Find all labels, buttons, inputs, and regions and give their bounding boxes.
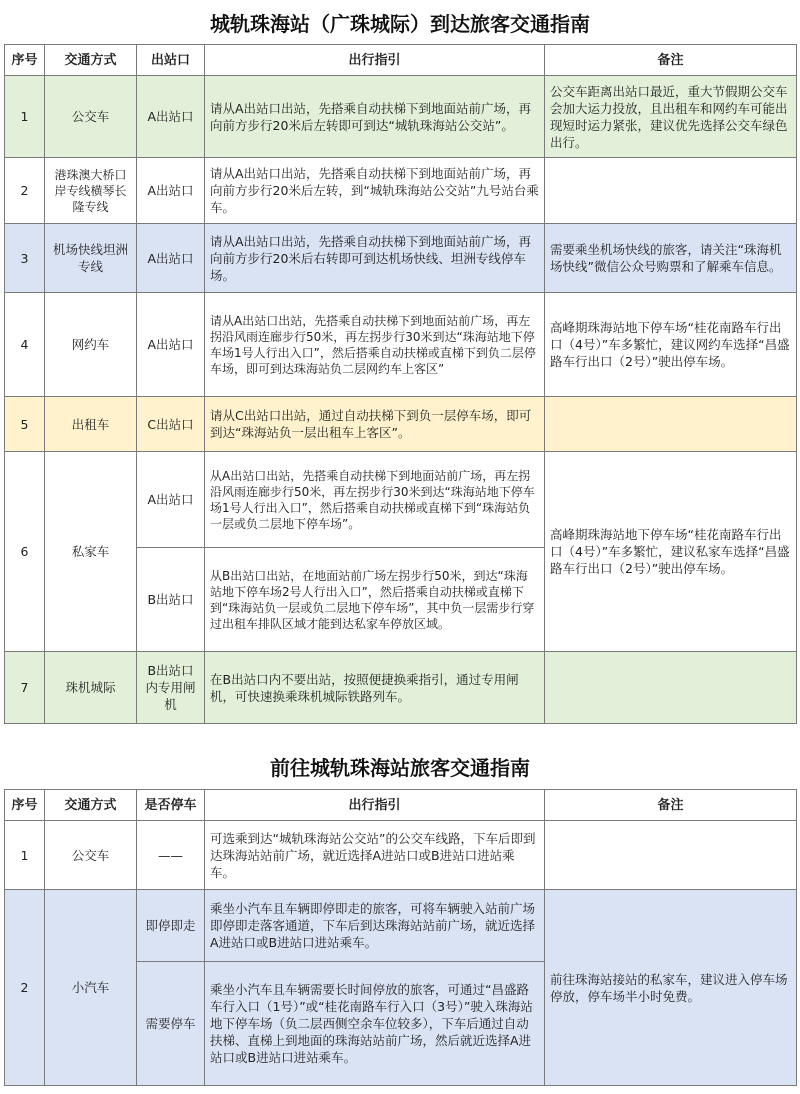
row-exit: B出站口 xyxy=(137,548,205,652)
header-mode: 交通方式 xyxy=(45,45,137,76)
row-no: 3 xyxy=(5,224,45,293)
row-no: 1 xyxy=(5,76,45,158)
row-no: 7 xyxy=(5,652,45,724)
row-note: 需要乘坐机场快线的旅客，请关注“珠海机场快线”微信公众号购票和了解乘车信息。 xyxy=(545,224,797,293)
row-guide: 从B出站口出站，在地面站前广场左拐步行50米，到达“珠海站地下停车场2号人行出入口”，然后搭乘自动扶梯或直梯下到“珠海站负一层或负二层地下停车场”，其中负一层需步行穿过出租车排队区域才能到达私家车停放区域。 xyxy=(205,548,545,652)
row-guide: 请从C出站口出站，通过自动扶梯下到负一层停车场，即可到达“珠海站负一层出租车上客区”。 xyxy=(205,397,545,452)
header-no: 序号 xyxy=(5,45,45,76)
header-guide: 出行指引 xyxy=(205,45,545,76)
row-mode: 机场快线坦洲专线 xyxy=(45,224,137,293)
table-row xyxy=(5,652,797,724)
header-park: 是否停车 xyxy=(137,790,205,821)
row-guide: 乘坐小汽车且车辆即停即走的旅客，可将车辆驶入站前广场即停即走落客通道，下车后到达珠海站站前广场，就近选择A进站口或B进站口进站乘车。 xyxy=(205,890,545,962)
row-guide: 请从A出站口出站，先搭乘自动扶梯下到地面站前广场，再向前方步行20米后左转，到“城轨珠海站公交站”九号站台乘车。 xyxy=(205,158,545,224)
row-exit: A出站口 xyxy=(137,158,205,224)
header-guide: 出行指引 xyxy=(205,790,545,821)
table-header-row xyxy=(5,45,797,76)
row-mode: 小汽车 xyxy=(45,890,137,1086)
row-park: 即停即走 xyxy=(137,890,205,962)
departure-guide-table xyxy=(4,789,797,1086)
row-mode: 公交车 xyxy=(45,821,137,890)
row-guide: 从A出站口出站，先搭乘自动扶梯下到地面站前广场，再左拐沿风雨连廊步行50米，再左拐步行30米到达“珠海站地下停车场1号人行出入口”，然后搭乘自动扶梯或直梯下到“珠海站负一层或负二层地下停车场”。 xyxy=(205,452,545,548)
table-row xyxy=(5,158,797,224)
table-row xyxy=(5,452,797,548)
row-mode: 出租车 xyxy=(45,397,137,452)
row-mode: 网约车 xyxy=(45,293,137,397)
header-note: 备注 xyxy=(545,45,797,76)
row-exit: A出站口 xyxy=(137,452,205,548)
row-no: 1 xyxy=(5,821,45,890)
row-park: 需要停车 xyxy=(137,962,205,1086)
row-guide: 请从A出站口出站，先搭乘自动扶梯下到地面站前广场，再左拐沿风雨连廊步行50米，再左拐步行30米到达“珠海站地下停车场1号人行出入口”，然后搭乘自动扶梯或直梯下到负二层停车场，即可到达珠海站负二层网约车上客区” xyxy=(205,293,545,397)
row-no: 5 xyxy=(5,397,45,452)
table-row xyxy=(5,76,797,158)
row-mode: 珠机城际 xyxy=(45,652,137,724)
table-row xyxy=(5,293,797,397)
row-guide: 请从A出站口出站，先搭乘自动扶梯下到地面站前广场，再向前方步行20米后左转即可到达“城轨珠海站公交站”。 xyxy=(205,76,545,158)
row-exit: A出站口 xyxy=(137,293,205,397)
row-exit: C出站口 xyxy=(137,397,205,452)
header-no: 序号 xyxy=(5,790,45,821)
table-row xyxy=(5,821,797,890)
row-guide: 乘坐小汽车且车辆需要长时间停放的旅客，可通过“昌盛路车行入口（1号）”或“桂花南路车行入口（3号）”驶入珠海站地下停车场（负二层西侧空余车位较多），下车后通过自动扶梯、直梯上到地面的珠海站站前广场，然后就近选择A进站口或B进站口进站乘车。 xyxy=(205,962,545,1086)
row-mode: 私家车 xyxy=(45,452,137,652)
row-note: 前往珠海站接站的私家车，建议进入停车场停放，停车场半小时免费。 xyxy=(545,890,797,1086)
departure-guide-title: 前往城轨珠海站旅客交通指南 xyxy=(270,756,530,780)
row-mode: 公交车 xyxy=(45,76,137,158)
header-exit: 出站口 xyxy=(137,45,205,76)
table-header-row xyxy=(5,790,797,821)
table-row xyxy=(5,890,797,962)
header-mode: 交通方式 xyxy=(45,790,137,821)
table-row xyxy=(5,224,797,293)
arrival-guide-table xyxy=(4,44,797,724)
row-exit: A出站口 xyxy=(137,224,205,293)
row-note xyxy=(545,397,797,452)
header-note: 备注 xyxy=(545,790,797,821)
row-note xyxy=(545,652,797,724)
row-note: 高峰期珠海站地下停车场“桂花南路车行出口（4号）”车多繁忙，建议网约车选择“昌盛路车行出口（2号）”驶出停车场。 xyxy=(545,293,797,397)
row-guide: 请从A出站口出站，先搭乘自动扶梯下到地面站前广场，再向前方步行20米后右转即可到达机场快线、坦洲专线停车场。 xyxy=(205,224,545,293)
row-park: —— xyxy=(137,821,205,890)
row-note xyxy=(545,158,797,224)
row-no: 6 xyxy=(5,452,45,652)
row-no: 4 xyxy=(5,293,45,397)
row-guide: 可选乘到达“城轨珠海站公交站”的公交车线路，下车后即到达珠海站站前广场，就近选择A进站口或B进站口进站乘车。 xyxy=(205,821,545,890)
row-note: 公交车距离出站口最近，重大节假期公交车会加大运力投放，且出租车和网约车可能出现短时运力紧张，建议优先选择公交车绿色出行。 xyxy=(545,76,797,158)
row-note: 高峰期珠海站地下停车场“桂花南路车行出口（4号）”车多繁忙，建议私家车选择“昌盛路车行出口（2号）”驶出停车场。 xyxy=(545,452,797,652)
row-mode: 港珠澳大桥口岸专线横琴长隆专线 xyxy=(45,158,137,224)
arrival-guide-title: 城轨珠海站（广珠城际）到达旅客交通指南 xyxy=(210,12,590,36)
row-guide: 在B出站口内不要出站，按照便捷换乘指引，通过专用闸机，可快速换乘珠机城际铁路列车。 xyxy=(205,652,545,724)
row-no: 2 xyxy=(5,890,45,1086)
row-exit: A出站口 xyxy=(137,76,205,158)
row-exit: B出站口内专用闸机 xyxy=(137,652,205,724)
table-row xyxy=(5,397,797,452)
row-no: 2 xyxy=(5,158,45,224)
row-note xyxy=(545,821,797,890)
